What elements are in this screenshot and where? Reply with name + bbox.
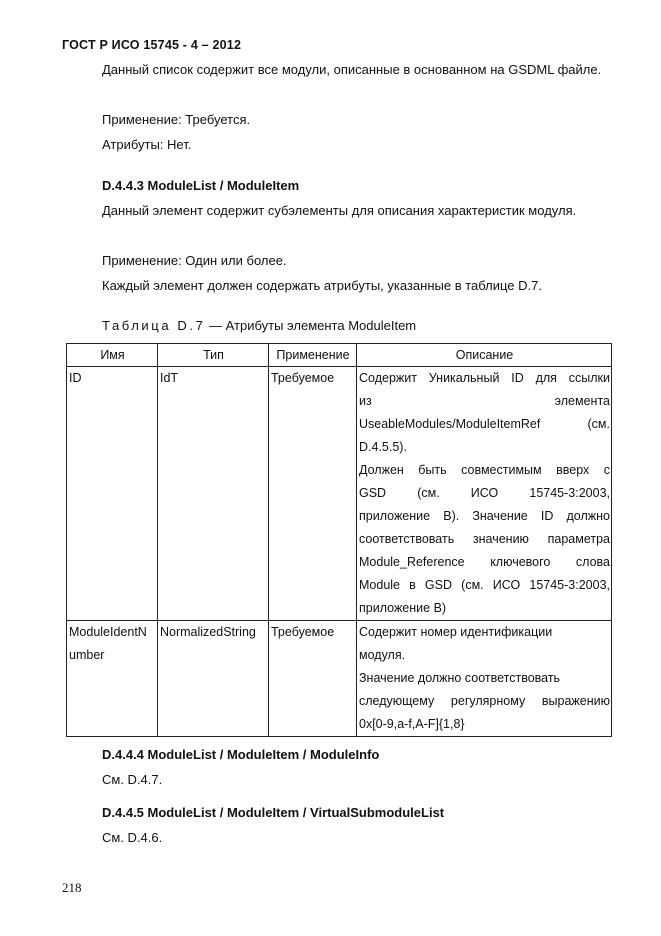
desc-line: Содержит Уникальный ID для ссылки [359, 371, 610, 385]
column-header-type: Тип [158, 344, 269, 367]
name-line: ID [69, 371, 82, 385]
desc-line: Значение должно соответствовать [359, 671, 561, 685]
desc-line: следующему регулярному выражению [359, 694, 610, 708]
table-header-row [67, 344, 612, 367]
section-d443-usage: Применение: Один или более. [102, 253, 287, 268]
desc-line: D.4.5.5). [359, 440, 407, 454]
desc-line: GSD (см. ИСО 15745-3:2003, [359, 486, 610, 500]
document-header: ГОСТ Р ИСО 15745 - 4 – 2012 [62, 38, 242, 52]
cell-usage: Требуемое [269, 621, 357, 737]
attributes-table [66, 343, 612, 737]
cell-name [67, 621, 158, 737]
table-caption-label: Таблица D.7 [102, 318, 206, 333]
page-number: 218 [62, 880, 82, 895]
desc-line: Module в GSD (см. ИСО 15745-3:2003, [359, 578, 610, 592]
column-header-name: Имя [67, 344, 158, 367]
name-line: ModuleIdentN [69, 625, 147, 639]
section-d445-title: D.4.4.5 ModuleList / ModuleItem / VirtualSubmoduleList [102, 805, 445, 820]
desc-line: 0x[0-9,a-f,A-F]{1,8} [359, 717, 465, 731]
intro-attributes: Атрибуты: Нет. [102, 137, 192, 152]
desc-line: соответствовать значению параметра [359, 532, 610, 546]
table-caption-text: — Атрибуты элемента ModuleItem [205, 318, 417, 333]
cell-usage: Требуемое [269, 367, 357, 621]
cell-description [357, 367, 612, 621]
desc-line: Должен быть совместимым вверх с [359, 463, 610, 477]
section-d443-paragraph-2: Каждый элемент должен содержать атрибуты, указанные в таблице D.7. [102, 278, 542, 293]
desc-line: приложение В) [359, 601, 447, 615]
cell-description [357, 621, 612, 737]
cell-type: NormalizedString [158, 621, 269, 737]
desc-line: приложение В). Значение ID должно [359, 509, 610, 523]
desc-line: из элемента [359, 394, 610, 408]
name-line: umber [69, 648, 105, 662]
cell-type: IdT [158, 367, 269, 621]
column-header-usage: Применение [269, 344, 357, 367]
intro-paragraph: Данный список содержит все модули, описанные в основанном на GSDML файле. [102, 62, 602, 77]
desc-line: UseableModules/ModuleItemRef (см. [359, 417, 610, 431]
desc-line: модуля. [359, 648, 406, 662]
section-d445-text: См. D.4.6. [102, 830, 163, 845]
section-d443-title: D.4.4.3 ModuleList / ModuleItem [102, 178, 300, 193]
desc-line: Module_Reference ключевого слова [359, 555, 610, 569]
section-d443-paragraph: Данный элемент содержит субэлементы для описания характеристик модуля. [102, 203, 577, 218]
table-row [67, 367, 612, 621]
table-caption [102, 318, 416, 333]
intro-usage: Применение: Требуется. [102, 112, 251, 127]
section-d444-title: D.4.4.4 ModuleList / ModuleItem / ModuleInfo [102, 747, 380, 762]
desc-line: Содержит номер идентификации [359, 625, 553, 639]
section-d444-text: См. D.4.7. [102, 772, 163, 787]
column-header-description: Описание [357, 344, 612, 367]
table-row [67, 621, 612, 737]
cell-name [67, 367, 158, 621]
